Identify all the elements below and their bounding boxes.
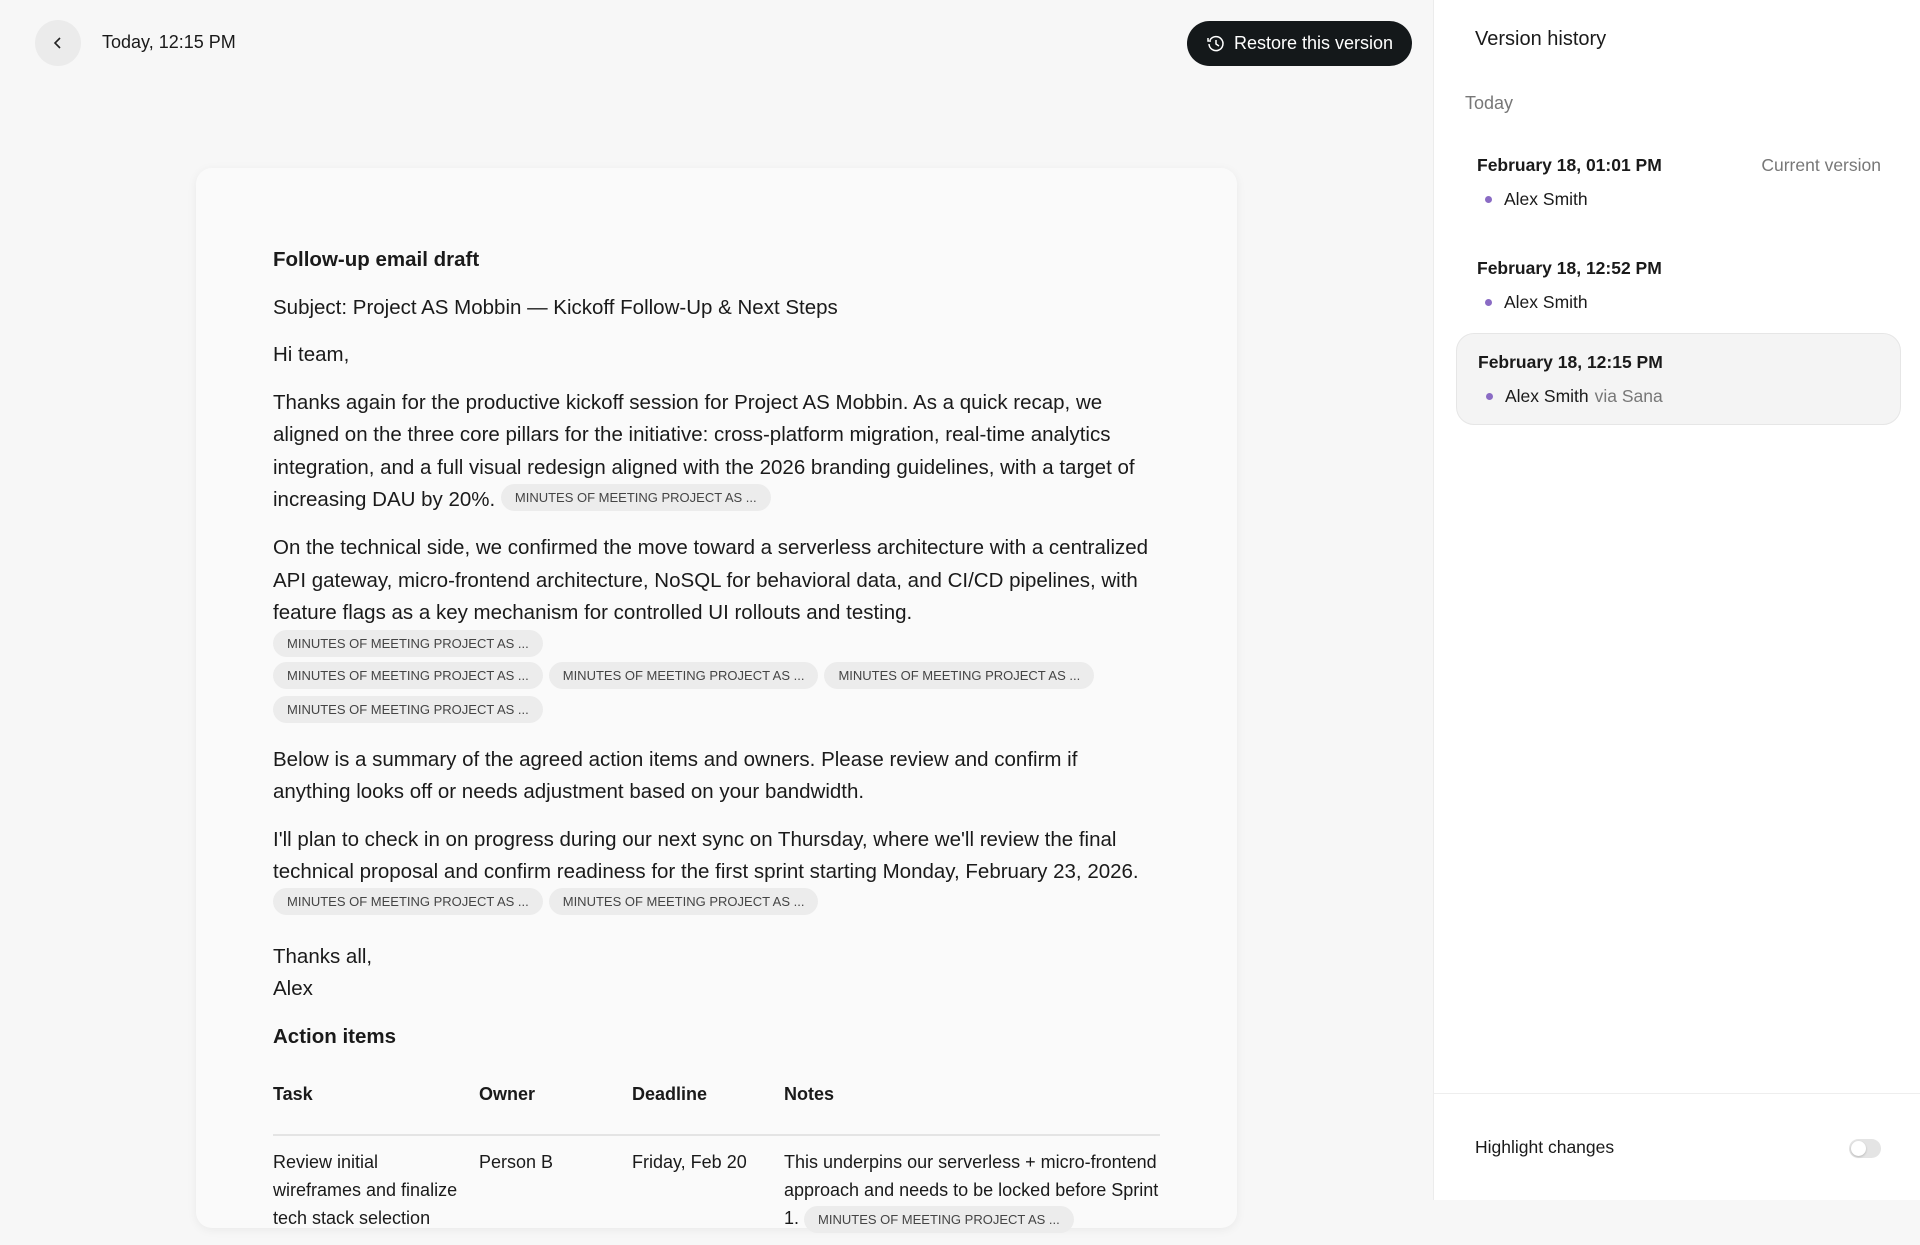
version-item[interactable] xyxy=(1456,240,1901,332)
paragraph-text: Thanks again for the productive kickoff session for Project AS Mobbin. As a quick recap, we aligned on the three core pillars for the initiative: cross-platform migration, real-time analytics integration, and a full visual redesign aligned with the 2026 branding guidelines, with a target of increasing DAU by 20%. xyxy=(273,390,1135,511)
history-icon xyxy=(1206,34,1226,54)
current-version-label: Current version xyxy=(1761,155,1881,175)
version-timestamp: Today, 12:15 PM xyxy=(102,32,236,52)
source-chip[interactable]: MINUTES OF MEETING PROJECT AS ... xyxy=(273,662,543,689)
version-author: Alex Smith xyxy=(1505,386,1589,406)
doc-subject: Subject: Project AS Mobbin — Kickoff Follow-Up & Next Steps xyxy=(273,295,838,319)
author-dot-icon xyxy=(1485,196,1492,203)
author-dot-icon xyxy=(1485,299,1492,306)
panel-title: Version history xyxy=(1475,28,1607,50)
doc-greeting: Hi team, xyxy=(273,343,350,366)
doc-paragraph xyxy=(273,387,1160,518)
version-author-row xyxy=(1477,292,1880,313)
highlight-changes-toggle[interactable] xyxy=(1849,1139,1881,1158)
cell-task: Review initial wireframes and finalize tech stack selection xyxy=(273,1152,458,1229)
version-history-panel xyxy=(1433,0,1920,1200)
panel-footer xyxy=(1434,1093,1920,1200)
author-dot-icon xyxy=(1486,393,1493,400)
doc-closing xyxy=(273,941,1160,1006)
version-author: Alex Smith xyxy=(1504,292,1588,312)
version-item[interactable] xyxy=(1456,137,1901,229)
source-chip[interactable]: MINUTES OF MEETING PROJECT AS ... xyxy=(549,662,819,689)
chevron-left-icon xyxy=(51,36,65,50)
version-author-row xyxy=(1477,189,1880,210)
doc-paragraph xyxy=(273,532,1160,663)
notes-text: This underpins our serverless + micro-frontend approach and needs to be locked before Sprint 1. xyxy=(784,1152,1159,1229)
source-chip-group xyxy=(273,661,1160,729)
doc-signature: Alex xyxy=(273,977,313,1001)
highlight-changes-label: Highlight changes xyxy=(1475,1137,1615,1157)
cell-owner: Person B xyxy=(479,1152,554,1173)
source-chip-group xyxy=(273,887,1160,921)
source-chip[interactable]: MINUTES OF MEETING PROJECT AS ... xyxy=(804,1206,1074,1233)
table-row xyxy=(273,1135,1160,1245)
source-chip[interactable]: MINUTES OF MEETING PROJECT AS ... xyxy=(273,630,543,657)
version-via: via Sana xyxy=(1594,386,1663,406)
cell-deadline: Friday, Feb 20 xyxy=(632,1152,747,1173)
doc-title: Follow-up email draft xyxy=(273,248,480,271)
source-chip[interactable]: MINUTES OF MEETING PROJECT AS ... xyxy=(501,484,771,511)
restore-version-button[interactable] xyxy=(1187,21,1412,66)
group-label: Today xyxy=(1465,93,1514,113)
paragraph-text: On the technical side, we confirmed the move toward a serverless architecture with a centralized API gateway, micro-frontend architecture, NoSQL for behavioral data, and CI/CD pipelines, with feature flags as a key mechanism for controlled UI rollouts and testing. xyxy=(273,536,1149,625)
restore-label: Restore this version xyxy=(1233,33,1394,53)
action-items-table xyxy=(273,1068,1160,1245)
version-item-selected[interactable] xyxy=(1456,333,1901,425)
source-chip[interactable]: MINUTES OF MEETING PROJECT AS ... xyxy=(824,662,1094,689)
doc-paragraph: I'll plan to check in on progress during our next sync on Thursday, where we'll review the final technical proposal and confirm readiness for the first sprint starting Monday, February 23, 2026. xyxy=(273,827,1139,884)
cell-notes xyxy=(784,1135,1160,1245)
column-header-owner: Owner xyxy=(479,1068,632,1135)
doc-signoff: Thanks all, xyxy=(273,944,373,968)
version-date: February 18, 12:52 PM xyxy=(1477,258,1662,278)
version-author-row xyxy=(1478,386,1879,407)
back-button[interactable] xyxy=(35,20,81,66)
source-chip[interactable]: MINUTES OF MEETING PROJECT AS ... xyxy=(273,888,543,915)
column-header-deadline: Deadline xyxy=(632,1068,784,1135)
action-items-heading: Action items xyxy=(273,1024,397,1048)
doc-paragraph: Below is a summary of the agreed action items and owners. Please review and confirm if anything looks off or needs adjustment based on your bandwidth. xyxy=(273,747,1078,804)
version-date: February 18, 12:15 PM xyxy=(1478,352,1663,372)
table-header-row xyxy=(273,1068,1160,1135)
source-chip[interactable]: MINUTES OF MEETING PROJECT AS ... xyxy=(273,696,543,723)
version-author: Alex Smith xyxy=(1504,189,1588,209)
column-header-task: Task xyxy=(273,1068,479,1135)
document-card xyxy=(196,168,1237,1228)
column-header-notes: Notes xyxy=(784,1068,1160,1135)
source-chip[interactable]: MINUTES OF MEETING PROJECT AS ... xyxy=(549,888,819,915)
version-date: February 18, 01:01 PM xyxy=(1477,155,1662,175)
